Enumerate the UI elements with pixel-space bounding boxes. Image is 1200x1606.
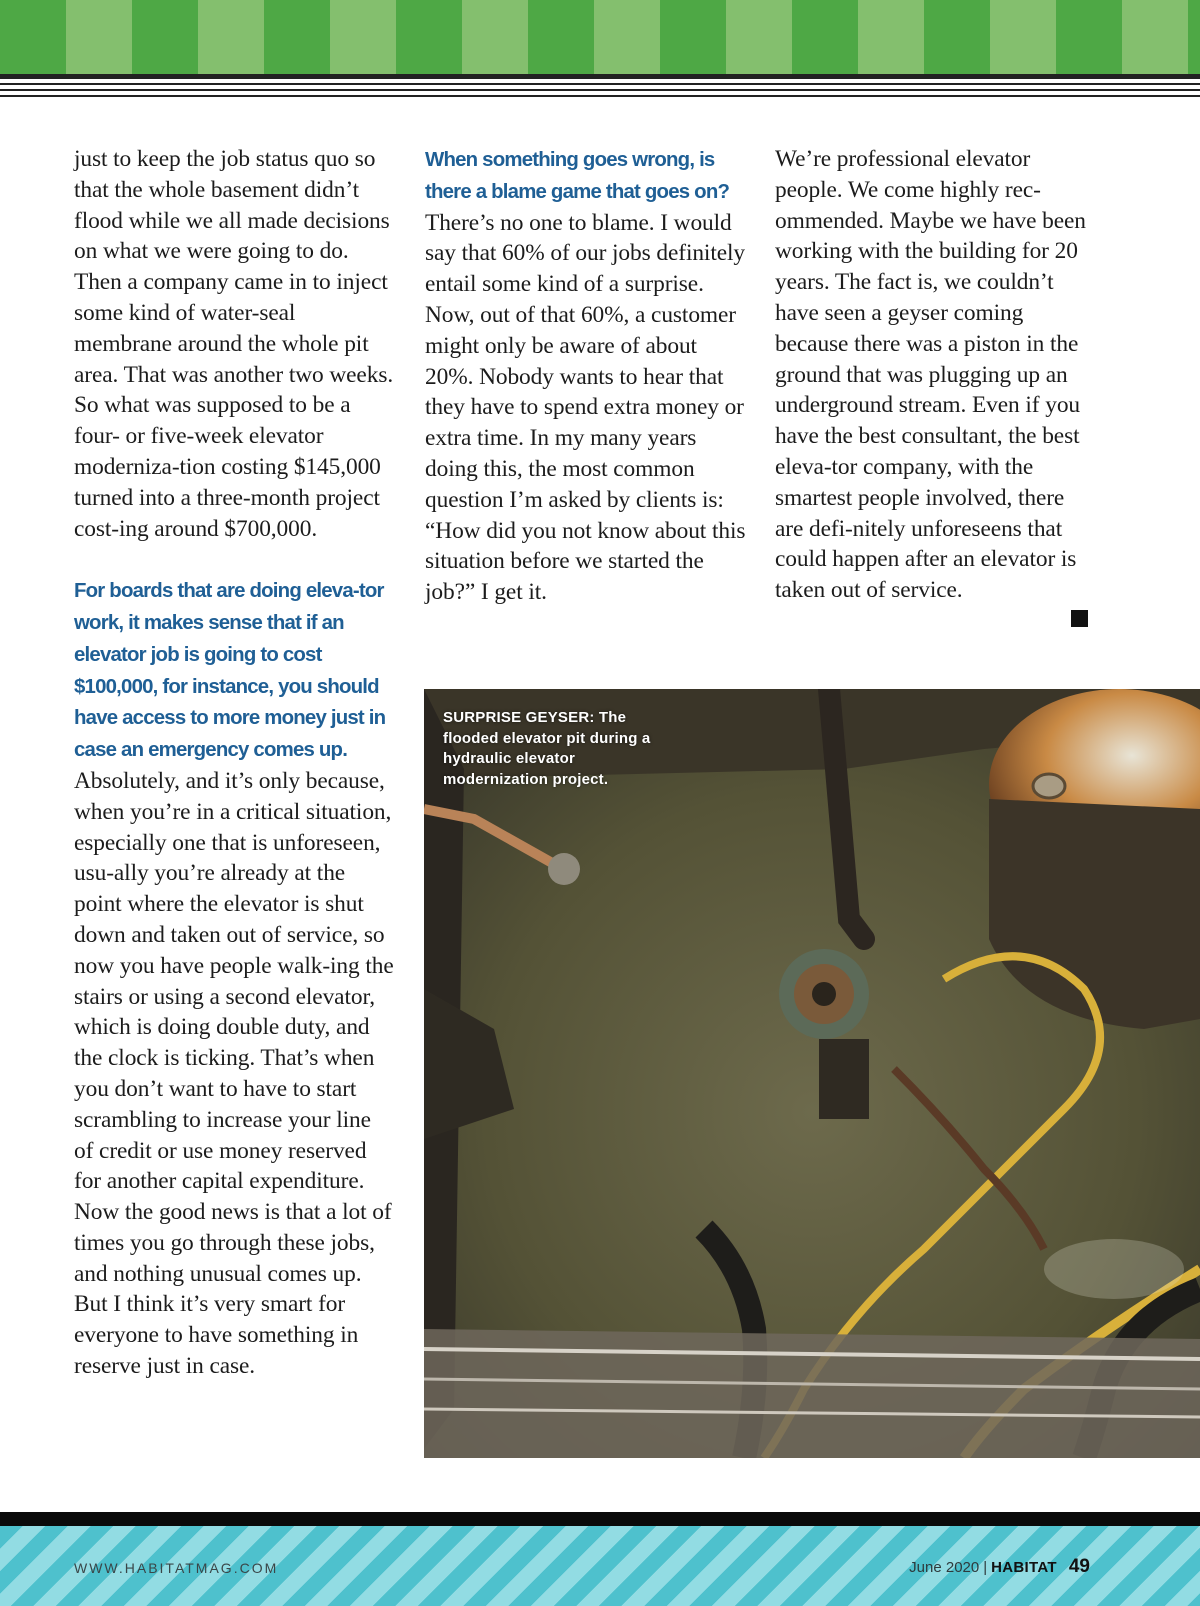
flooded-pit-illustration [424,689,1200,1458]
interview-answer: Absolutely, and it’s only because, when you’re in a critical situation, especially one that is unforeseen, usu-ally you’re already at the point where the elevator is shut down and taken out of service, so now you have people walk-ing the stairs or using a second elevator, which is doing double duty, and the clock is ticking. That’s when you don’t want to have to start scrambling to increase your line of credit or use money reserved for another capital expenditure. Now the good news is that a lot of times you go through these jobs, and nothing unusual comes up. But I think it’s very smart for everyone to have something in reserve just in case. [74,767,394,1380]
article-column-2 [425,144,747,608]
column3-paragraph: We’re professional elevator people. We come highly rec-ommended. Maybe we have been working with the building for 20 years. The fact is, we couldn’t have seen a geyser coming because there was a piston in the ground that was plugging up an underground stream. Even if you have the best consultant, the best eleva-tor company, with the smartest people involved, there are defi-nitely unforeseens that could happen after an elevator is taken out of service. [775,146,1086,604]
end-of-article-mark [1071,610,1088,627]
column2-qa-paragraph [425,144,747,608]
photo-caption: SURPRISE GEYSER: The flooded elevator pit during a hydraulic elevator modernization project. [443,709,651,788]
footer-website: WWW.HABITATMAG.COM [74,1560,279,1576]
footer-black-rule [0,1512,1200,1526]
article-column-1 [74,144,394,1382]
elevator-pit-photo [424,689,1200,1458]
top-rule-lines [0,74,1200,100]
column1-qa-paragraph [74,575,394,1382]
paragraph-gap [74,544,394,575]
footer-folio [909,1556,1090,1578]
footer-date: June 2020 [909,1559,980,1576]
page-number: 49 [1068,1556,1090,1577]
interview-question: For boards that are doing eleva-tor work, it makes sense that if an elevator job is going to cost $100,000, for instance, you should have access to more money just in case an emergency comes up. [74,580,386,762]
footer-separator: | [983,1559,988,1576]
article-column-3 [775,144,1097,606]
column1-paragraph: just to keep the job status quo so that the whole basement didn’t flood while we all made decisions on what we were going to do. Then a company came in to inject some kind of water-seal membrane around the whole pit area. That was another two weeks. So what was supposed to be a four- or five-week elevator moderniza-tion costing $145,000 turned into a three-month project cost-ing around $700,000. [74,146,394,542]
footer-magazine-name: HABITAT [991,1559,1057,1576]
interview-answer: There’s no one to blame. I would say that 60% of our jobs definitely entail some kind of a surprise. Now, out of that 60%, a customer might only be aware of about 20%. Nobody wants to hear that they have to spend extra money or extra time. In my many years doing this, the most common question I’m asked by clients is: “How did you not know about this situation before we started the job?” I get it. [425,209,746,606]
top-decorative-band [0,0,1200,74]
interview-question: When something goes wrong, is there a blame game that goes on? [425,149,730,203]
